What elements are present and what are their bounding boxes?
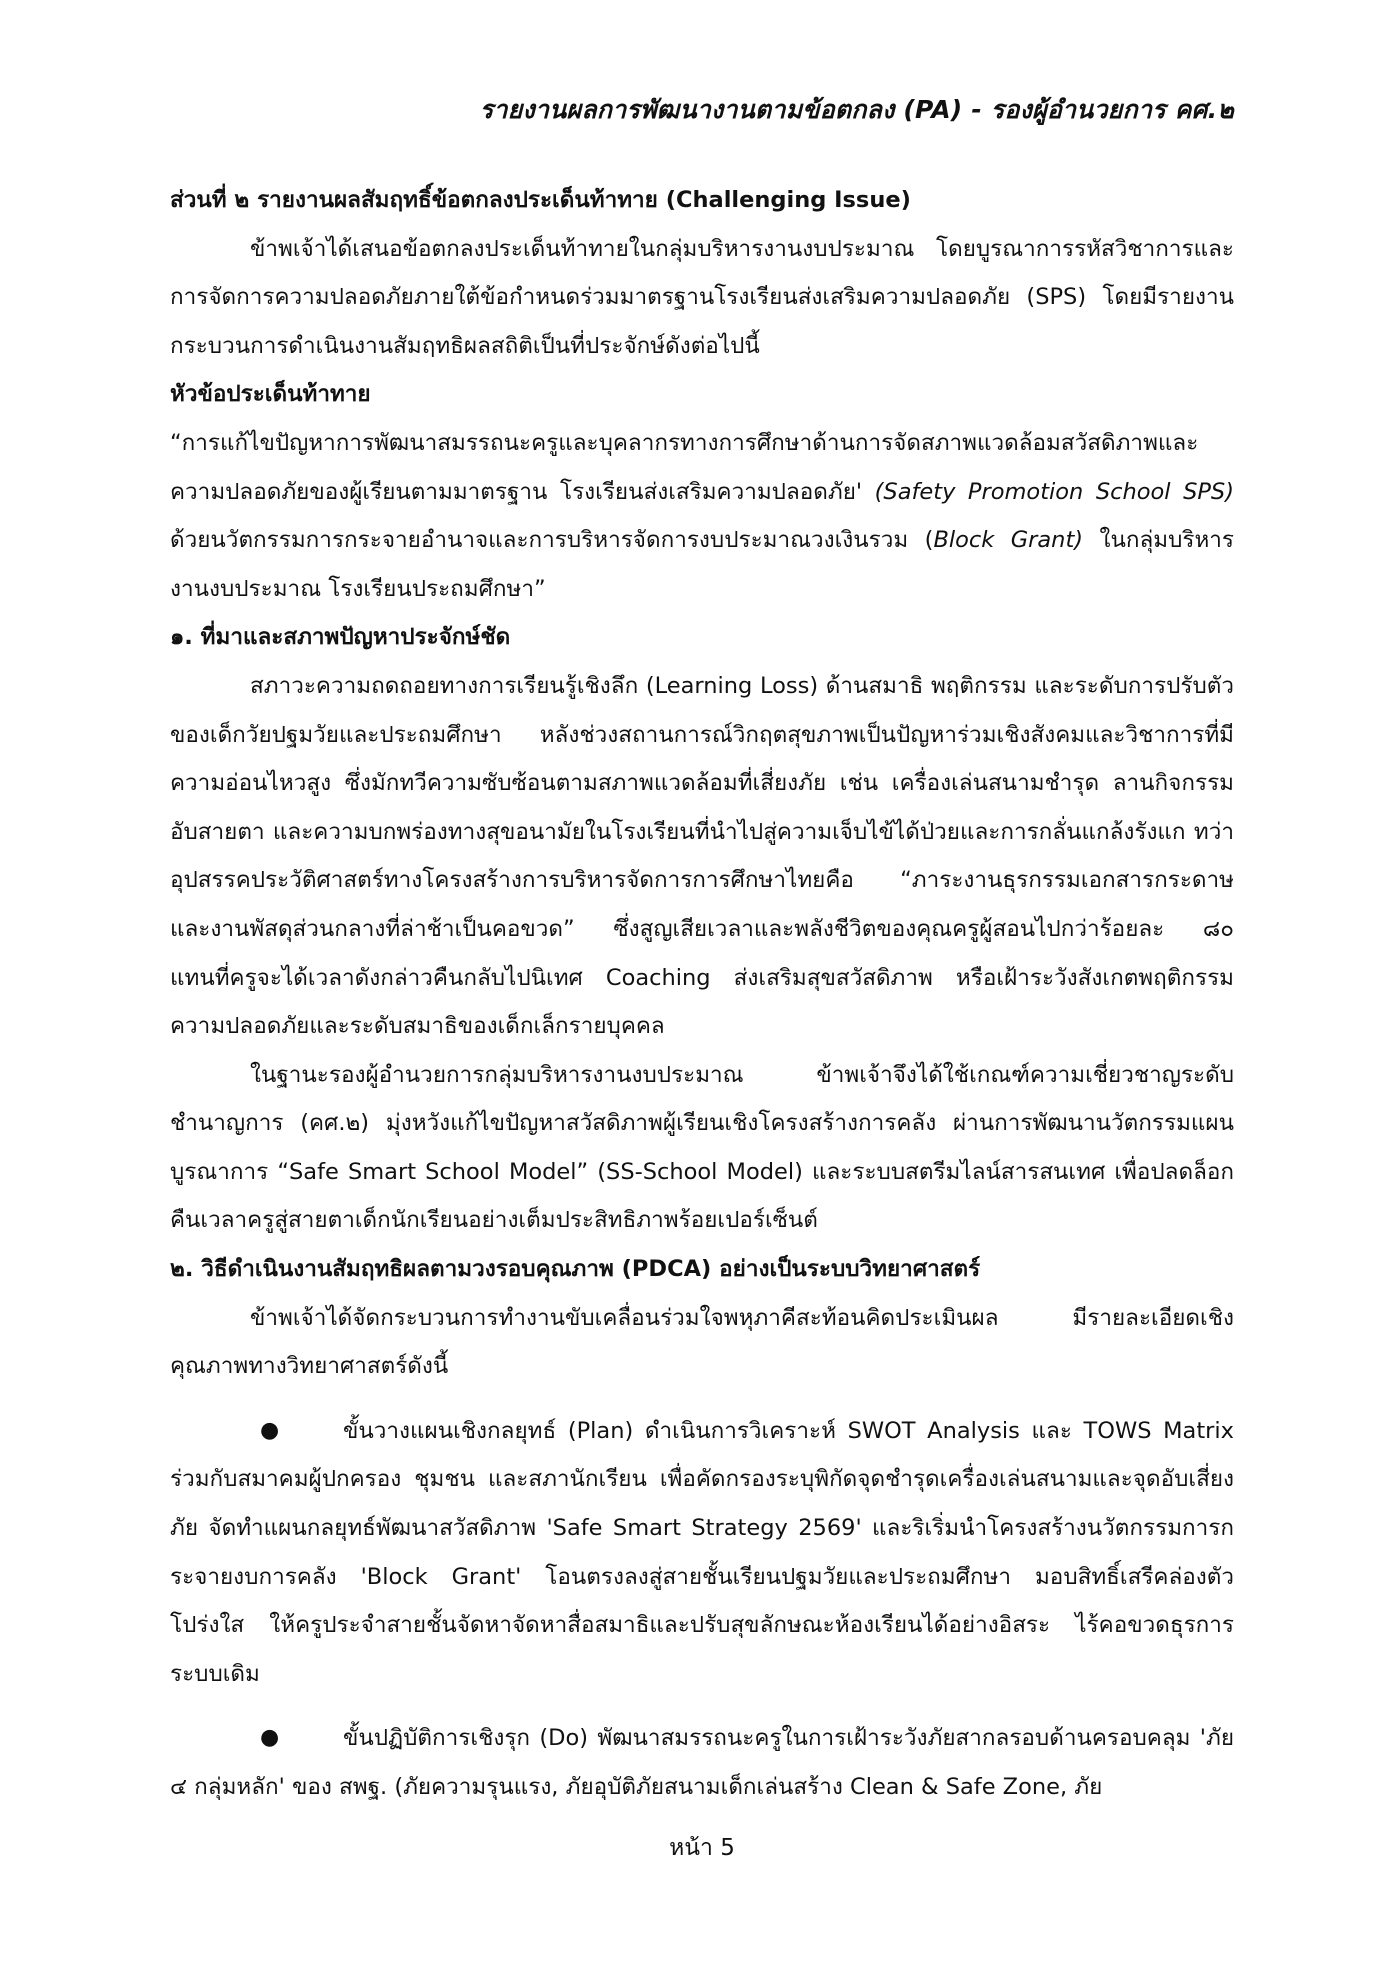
spacer <box>170 1391 1234 1407</box>
section-title: ส่วนที่ ๒ รายงานผลสัมฤทธิ์ข้อตกลงประเด็นท้าทาย (Challenging Issue) <box>170 187 911 213</box>
page-body <box>170 176 1234 1812</box>
topic-quote-italic2: Block Grant) <box>933 527 1084 554</box>
bullet-item-plan <box>170 1407 1234 1699</box>
topic-quote-part3: ในกลุ่มบริหารงานงบประมาณ โรงเรียนประถมศึกษา” <box>170 527 1234 602</box>
running-header: รายงานผลการพัฒนางานตามข้อตกลง (PA) - รองผู้อำนวยการ คศ.๒ <box>479 95 1234 124</box>
section-1-paragraph-1: สภาวะความถดถอยทางการเรียนรู้เชิงลึก (Learning Loss) ด้านสมาธิ พฤติกรรม และระดับการปรับตัวของเด็กวัยปฐมวัยและประถมศึกษา หลังช่วงสถานการณ์วิกฤตสุขภาพเป็นปัญหาร่วมเชิงสังคมและวิชาการที่มีความอ่อนไหวสูง ซึ่งมักทวีความซับซ้อนตามสภาพแวดล้อมที่เสี่ยงภัย เช่น เครื่องเล่นสนามชำรุด ลานกิจกรรมอับสายตา และความบกพร่องทางสุขอนามัยในโรงเรียนที่นำไปสู่ความเจ็บไข้ได้ป่วยและการกลั่นแกล้งรังแก ทว่า อุปสรรคประวัติศาสตร์ทางโครงสร้างการบริหารจัดการการศึกษาไทยคือ “ภาระงานธุรกรรมเอกสารกระดาษและงานพัสดุส่วนกลางที่ล่าช้าเป็นคอขวด” ซึ่งสูญเสียเวลาและพลังชีวิตของคุณครูผู้สอนไปกว่าร้อยละ ๘๐ แทนที่ครูจะได้เวลาดังกล่าวคืนกลับไปนิเทศ Coaching ส่งเสริมสุขสวัสดิภาพ หรือเฝ้าระวังสังเกตพฤติกรรมความปลอดภัยและระดับสมาธิของเด็กเล็กรายบุคคล <box>170 672 1234 1040</box>
topic-heading: หัวข้อประเด็นท้าทาย <box>170 381 371 408</box>
spacer <box>170 1698 1234 1714</box>
bullet-text: ขั้นปฏิบัติการเชิงรุก (Do) พัฒนาสมรรถนะครูในการเฝ้าระวังภัยสากลรอบด้านครอบคลุม 'ภัย ๔ กลุ่มหลัก' ของ สพฐ. (ภัยความรุนแรง, ภัยอุบัติภัยสนามเด็กเล่นสร้าง Clean & Safe Zone, ภัย <box>170 1725 1234 1800</box>
section-2-heading: ๒. วิธีดำเนินงานสัมฤทธิผลตามวงรอบคุณภาพ (PDCA) อย่างเป็นระบบวิทยาศาสตร์ <box>170 1256 981 1283</box>
page-number: หน้า 5 <box>669 1835 735 1861</box>
intro-paragraph: ข้าพเจ้าได้เสนอข้อตกลงประเด็นท้าทายในกลุ่มบริหารงานงบประมาณ โดยบูรณาการรหัสวิชาการและการจัดการความปลอดภัยภายใต้ข้อกำหนดร่วมมาตรฐานโรงเรียนส่งเสริมความปลอดภัย (SPS) โดยมีรายงานกระบวนการดำเนินงานสัมฤทธิผลสถิติเป็นที่ประจักษ์ดังต่อไปนี้ <box>170 235 1234 359</box>
bullet-item-do <box>170 1714 1234 1811</box>
bullet-text: ขั้นวางแผนเชิงกลยุทธ์ (Plan) ดำเนินการวิเคราะห์ SWOT Analysis และ TOWS Matrix ร่วมกับสมาคมผู้ปกครอง ชุมชน และสภานักเรียน เพื่อคัดกรองระบุพิกัดจุดชำรุดเครื่องเล่นสนามและจุดอับเสี่ยงภัย จัดทำแผนกลยุทธ์พัฒนาสวัสดิภาพ 'Safe Smart Strategy 2569' และริเริ่มนำโครงสร้างนวัตกรรมการกระจายงบการคลัง 'Block Grant' โอนตรงลงสู่สายชั้นเรียนปฐมวัยและประถมศึกษา มอบสิทธิ์เสรีคล่องตัว โปร่งใส ให้ครูประจำสายชั้นจัดหาจัดหาสื่อสมาธิและปรับสุขลักษณะห้องเรียนได้อย่างอิสระ ไร้คอขวดธุรการระบบเดิม <box>170 1417 1234 1687</box>
bullet-dot-icon: ● <box>260 1417 280 1443</box>
section-1-heading: ๑. ที่มาและสภาพปัญหาประจักษ์ชัด <box>170 624 511 651</box>
topic-quote <box>170 419 1234 613</box>
section-2-paragraph-1: ข้าพเจ้าได้จัดกระบวนการทำงานขับเคลื่อนร่วมใจพหุภาคีสะท้อนคิดประเมินผล มีรายละเอียดเชิงคุณภาพทางวิทยาศาสตร์ดังนี้ <box>170 1304 1234 1380</box>
document-page <box>170 0 1234 1980</box>
topic-quote-italic1: ' (Safety Promotion School SPS) <box>855 478 1234 505</box>
section-1-paragraph-2: ในฐานะรองผู้อำนวยการกลุ่มบริหารงานงบประมาณ ข้าพเจ้าจึงได้ใช้เกณฑ์ความเชี่ยวชาญระดับชำนาญการ (คศ.๒) มุ่งหวังแก้ไขปัญหาสวัสดิภาพผู้เรียนเชิงโครงสร้างการคลัง ผ่านการพัฒนานวัตกรรมแผนบูรณาการ “Safe Smart School Model” (SS-School Model) และระบบสตรีมไลน์สารสนเทศ เพื่อปลดล็อกคืนเวลาครูสู่สายตาเด็กนักเรียนอย่างเต็มประสิทธิภาพร้อยเปอร์เซ็นต์ <box>170 1061 1234 1234</box>
bullet-dot-icon: ● <box>260 1725 280 1751</box>
topic-quote-part2: ด้วยนวัตกรรมการกระจายอำนาจและการบริหารจัดการงบประมาณวงเงินรวม ( <box>170 527 934 554</box>
topic-quote-part1: “การแก้ไขปัญหาการพัฒนาสมรรถนะครูและบุคลากรทางการศึกษาด้านการจัดสภาพแวดล้อมสวัสดิภาพและความปลอดภัยของผู้เรียนตามมาตรฐาน โรงเรียนส่งเสริมความปลอดภัย <box>170 429 1199 505</box>
